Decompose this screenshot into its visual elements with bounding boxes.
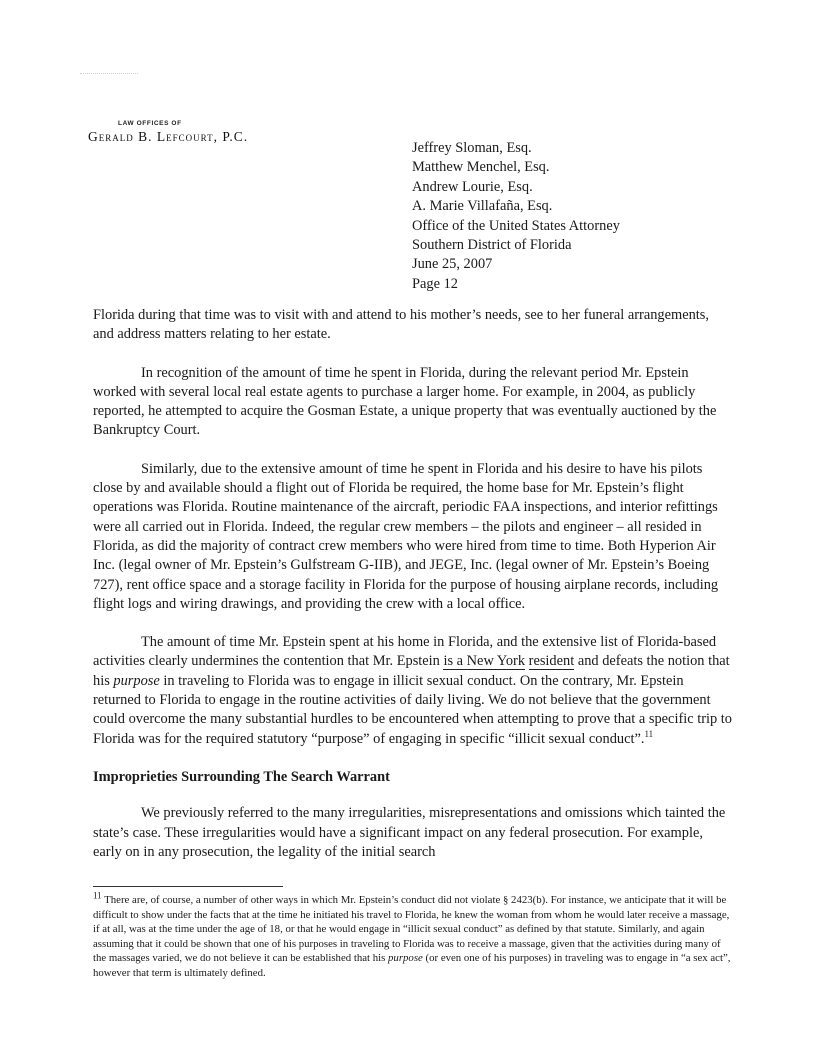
addressee-line: Office of the United States Attorney [412,217,620,234]
paragraph-text: and defeats the notion that his [93,653,730,689]
section-heading: Improprieties Surrounding The Search Warrant [93,768,390,785]
letterhead [88,120,248,145]
paragraph: Similarly, due to the extensive amount of time he spent in Florida and his desire to have his pilots close by and available should a flight out of Florida be required, the home base for Mr. Epstein’s flight operations was Florida. Routine maintenance of the aircraft, periodic FAA inspections, and interior refittings were all carried out in Florida. Indeed, the regular crew members – the pilots and engineer – all resided in Florida, as did the majority of contract crew members who were hired from time to time. Both Hyperion Air Inc. (legal owner of Mr. Epstein’s Gulfstream G-IIB), and JEGE, Inc. (legal owner of Mr. Epstein’s Boeing 727), rent office space and a storage facility in Florida for the purpose of housing airplane records, including flight logs and wiring drawings, and providing the crew with a local office. [93,460,719,612]
emphasis: purpose [113,672,160,689]
addressee-line: Matthew Menchel, Esq. [412,159,550,176]
addressee-line: Andrew Lourie, Esq. [412,178,533,195]
handwritten-underline-text: resident [528,653,575,670]
letter-date: June 25, 2007 [412,256,493,273]
addressee-line: Jeffrey Sloman, Esq. [412,140,532,156]
letterhead-caption: LAW OFFICES OF [118,120,182,127]
emphasis: purpose [388,952,423,965]
page-number: Page 12 [412,275,458,292]
addressee-block [412,139,620,294]
scan-artifact [80,73,138,75]
letter-body [93,306,733,881]
footnote-text: (or even one of his purposes) in traveling was to engage in “a sex act”, however that term is ultimately defined. [93,952,731,979]
footnote [93,890,733,981]
paragraph: In recognition of the amount of time he spent in Florida, during the relevant period Mr. Epstein worked with several local real estate agents to purchase a larger home. For example, in 2004, as publicly reported, he attempted to acquire the Gosman Estate, a unique property that was eventually auctioned by the Bankruptcy Court. [93,364,717,439]
paragraph-text: in traveling to Florida was to engage in illicit sexual conduct. On the contrary, Mr. Epstein returned to Florida to engage in the routine activities of daily living. We do not believe that the government could overcome the many substantial hurdles to be encountered when attempting to prove that a specific trip to Florida was for the required statutory “purpose” of engaging in specific “illicit sexual conduct”. [93,672,732,747]
footnote-text: There are, of course, a number of other ways in which Mr. Epstein’s conduct did not violate § 2423(b). For instance, we anticipate that it will be difficult to show under the facts that at the time he initiated his travel to Florida, he knew the woman from whom he would later receive a massage, if at all, was at the time under the age of 18, or that he would engage in “illicit sexual conduct” as defined by that statute. Similarly, and again assuming that it could be shown that one of his purposes in traveling to Florida was to receive a massage, given that the activities during many of the massages varied, we do not believe it can be established that his [93,894,730,965]
addressee-line: Southern District of Florida [412,237,572,254]
paragraph: Florida during that time was to visit with and attend to his mother’s needs, see to her funeral arrangements, and address matters relating to her estate. [93,307,709,343]
footnote-rule [93,886,283,887]
footnote-ref: 11 [644,728,654,739]
footnote-number: 11 [93,890,102,901]
paragraph: We previously referred to the many irregularities, misrepresentations and omissions which tainted the state’s case. These irregularities would have a significant impact on any federal prosecution. For example, early on in any prosecution, the legality of the initial search [93,805,726,860]
firm-name: Gerald B. Lefcourt, P.C. [88,129,249,144]
handwritten-underline-text: is a New York [443,653,526,670]
addressee-line: A. Marie Villafaña, Esq. [412,198,553,215]
paragraph-text: The amount of time Mr. Epstein spent at his home in Florida, and the extensive list of Florida-based activities clearly undermines the contention that Mr. Epstein [93,634,717,670]
paragraph [93,633,733,749]
